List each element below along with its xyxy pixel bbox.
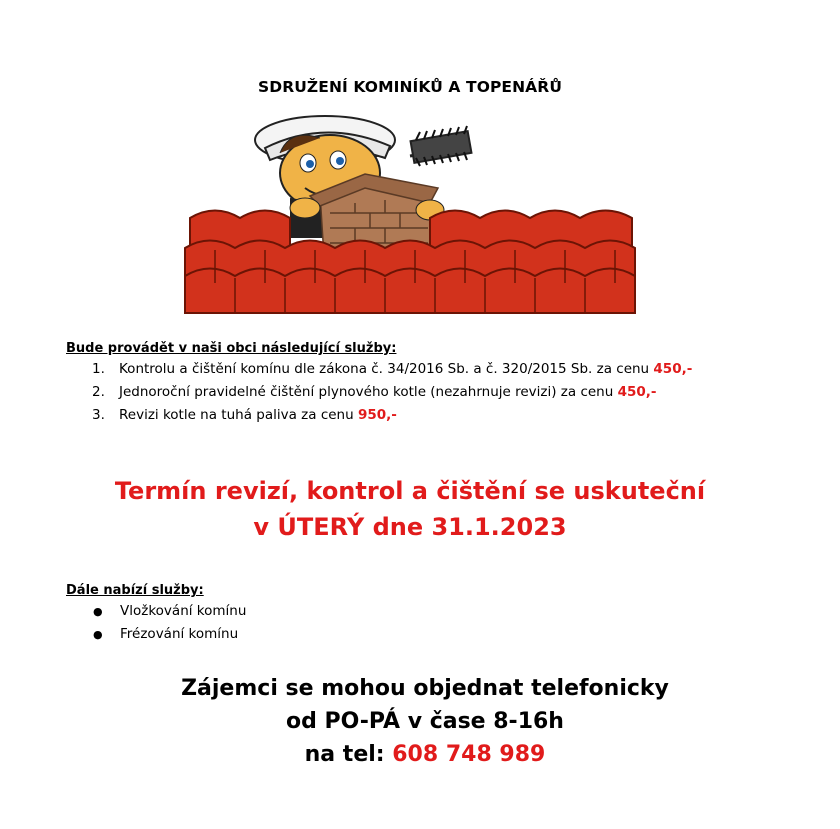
extra-services-list [92,600,246,646]
appointment-notice [0,473,820,545]
service-text: Revizi kotle na tuhá paliva za cenu [119,407,358,423]
extra-services-heading: Dále nabízí služby: [66,583,204,598]
chimney-sweep-on-roof-icon [180,108,640,318]
service-price: 450,- [653,361,693,377]
list-number: 3. [92,407,105,423]
flyer-title: SDRUŽENÍ KOMINÍKŮ A TOPENÁŘŮ [257,78,563,96]
services-heading: Bude provádět v naši obci následující služby: [66,341,397,356]
list-item [92,404,692,427]
list-number: 2. [92,384,105,400]
contact-line-1: Zájemci se mohou objednat telefonicky [181,676,669,701]
contact-info [0,672,840,771]
appointment-date: v ÚTERÝ dne 31.1.2023 [253,513,567,541]
list-item [92,381,692,404]
contact-phone-line [0,738,840,771]
bullet-icon: ● [93,605,103,618]
list-item [92,623,246,646]
service-text: Kontrolu a čištění komínu dle zákona č. 34/2016 Sb. a č. 320/2015 Sb. za cenu [119,361,654,377]
list-item [92,600,246,623]
service-price: 950,- [357,407,397,423]
services-list [92,358,692,427]
list-item [92,358,692,381]
bullet-icon: ● [93,628,103,641]
extra-service-text: Frézování komínu [120,626,239,642]
phone-prefix: na tel: [304,742,393,767]
service-text: Jednoroční pravidelné čištění plynového kotle (nezahrnuje revizi) za cenu [119,384,618,400]
phone-number: 608 748 989 [392,742,546,767]
list-number: 1. [92,361,105,377]
contact-hours: od PO-PÁ v čase 8-16h [286,709,564,734]
extra-service-text: Vložkování komínu [120,603,247,619]
service-price: 450,- [617,384,657,400]
appointment-line-1: Termín revizí, kontrol a čištění se uskuteční [114,477,706,505]
